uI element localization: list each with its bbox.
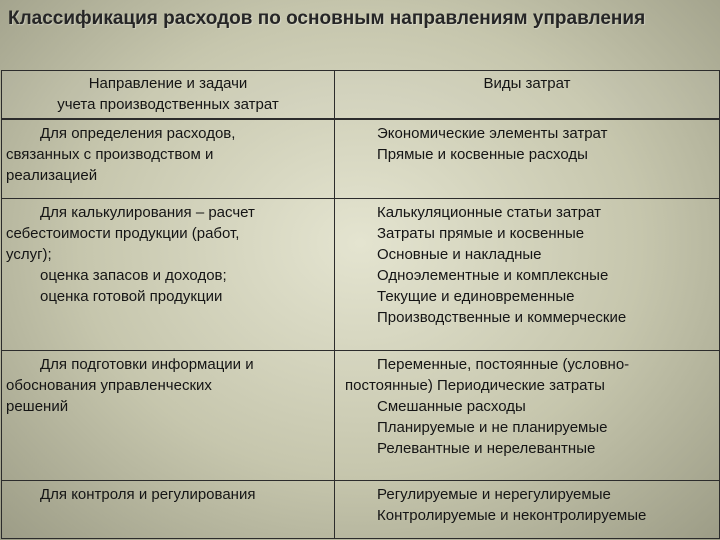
cell-text-line: Планируемые и не планируемые — [377, 419, 608, 436]
header-cost-types: Виды затрат — [335, 71, 720, 119]
cell-text-line: Для определения расходов, — [40, 124, 236, 142]
cell-text-line: Релевантные и нерелевантные — [377, 440, 596, 457]
cell-text-line: обоснования управленческих — [6, 377, 212, 394]
cell-text-line: оценка запасов и доходов; — [40, 267, 227, 284]
cell-text-line: Текущие и единовременные — [377, 288, 575, 305]
table-header-row — [2, 71, 720, 119]
cell-text-line: связанных с производством и — [6, 145, 214, 163]
cell-text-line: Затраты прямые и косвенные — [377, 225, 585, 242]
header-direction-line: учета производственных затрат — [57, 96, 279, 113]
cell-text-line: Для подготовки информации и — [40, 356, 254, 373]
cell-text-line: Основные и накладные — [377, 246, 542, 263]
cell-text-line: Для контроля и регулирования — [40, 486, 256, 503]
cell-text-line: Регулируемые и нерегулируемые — [377, 486, 611, 503]
table-row — [2, 481, 720, 539]
cell-text-line: Прямые и косвенные расходы — [377, 145, 588, 163]
table-row — [2, 119, 720, 199]
cell-text-line: Контролируемые и неконтролируемые — [377, 507, 647, 524]
cell-text-line: постоянные) Периодические затраты — [345, 377, 605, 394]
cost-types-cell — [335, 119, 720, 199]
cell-text-line: себестоимости продукции (работ, — [6, 225, 240, 242]
cell-text-line: Одноэлементные и комплексные — [377, 267, 609, 284]
direction-cell — [2, 351, 335, 481]
cell-text-line: оценка готовой продукции — [40, 288, 223, 305]
cell-text-line: Калькуляционные статьи затрат — [377, 204, 602, 221]
cell-text-line: Смешанные расходы — [377, 398, 526, 415]
cost-types-cell — [335, 481, 720, 539]
direction-cell — [2, 481, 335, 539]
cell-text-line: Для калькулирования – расчет — [40, 204, 255, 221]
slide-title: Классификация расходов по основным направлениям управления — [8, 8, 646, 29]
direction-cell — [2, 199, 335, 351]
cell-text-line: Переменные, постоянные (условно- — [377, 356, 630, 373]
cell-text-line: Производственные и коммерческие — [377, 309, 627, 326]
cell-text-line: услуг); — [6, 246, 52, 263]
cost-classification-table — [1, 70, 720, 539]
cell-text-line: решений — [6, 398, 69, 415]
header-direction-tasks — [2, 71, 335, 119]
cell-text-line: Экономические элементы затрат — [377, 124, 608, 142]
table-row — [2, 199, 720, 351]
cost-types-cell — [335, 199, 720, 351]
table-row — [2, 351, 720, 481]
direction-cell — [2, 119, 335, 199]
header-direction-line: Направление и задачи — [88, 75, 248, 92]
cost-types-cell — [335, 351, 720, 481]
cell-text-line: реализацией — [6, 166, 98, 184]
